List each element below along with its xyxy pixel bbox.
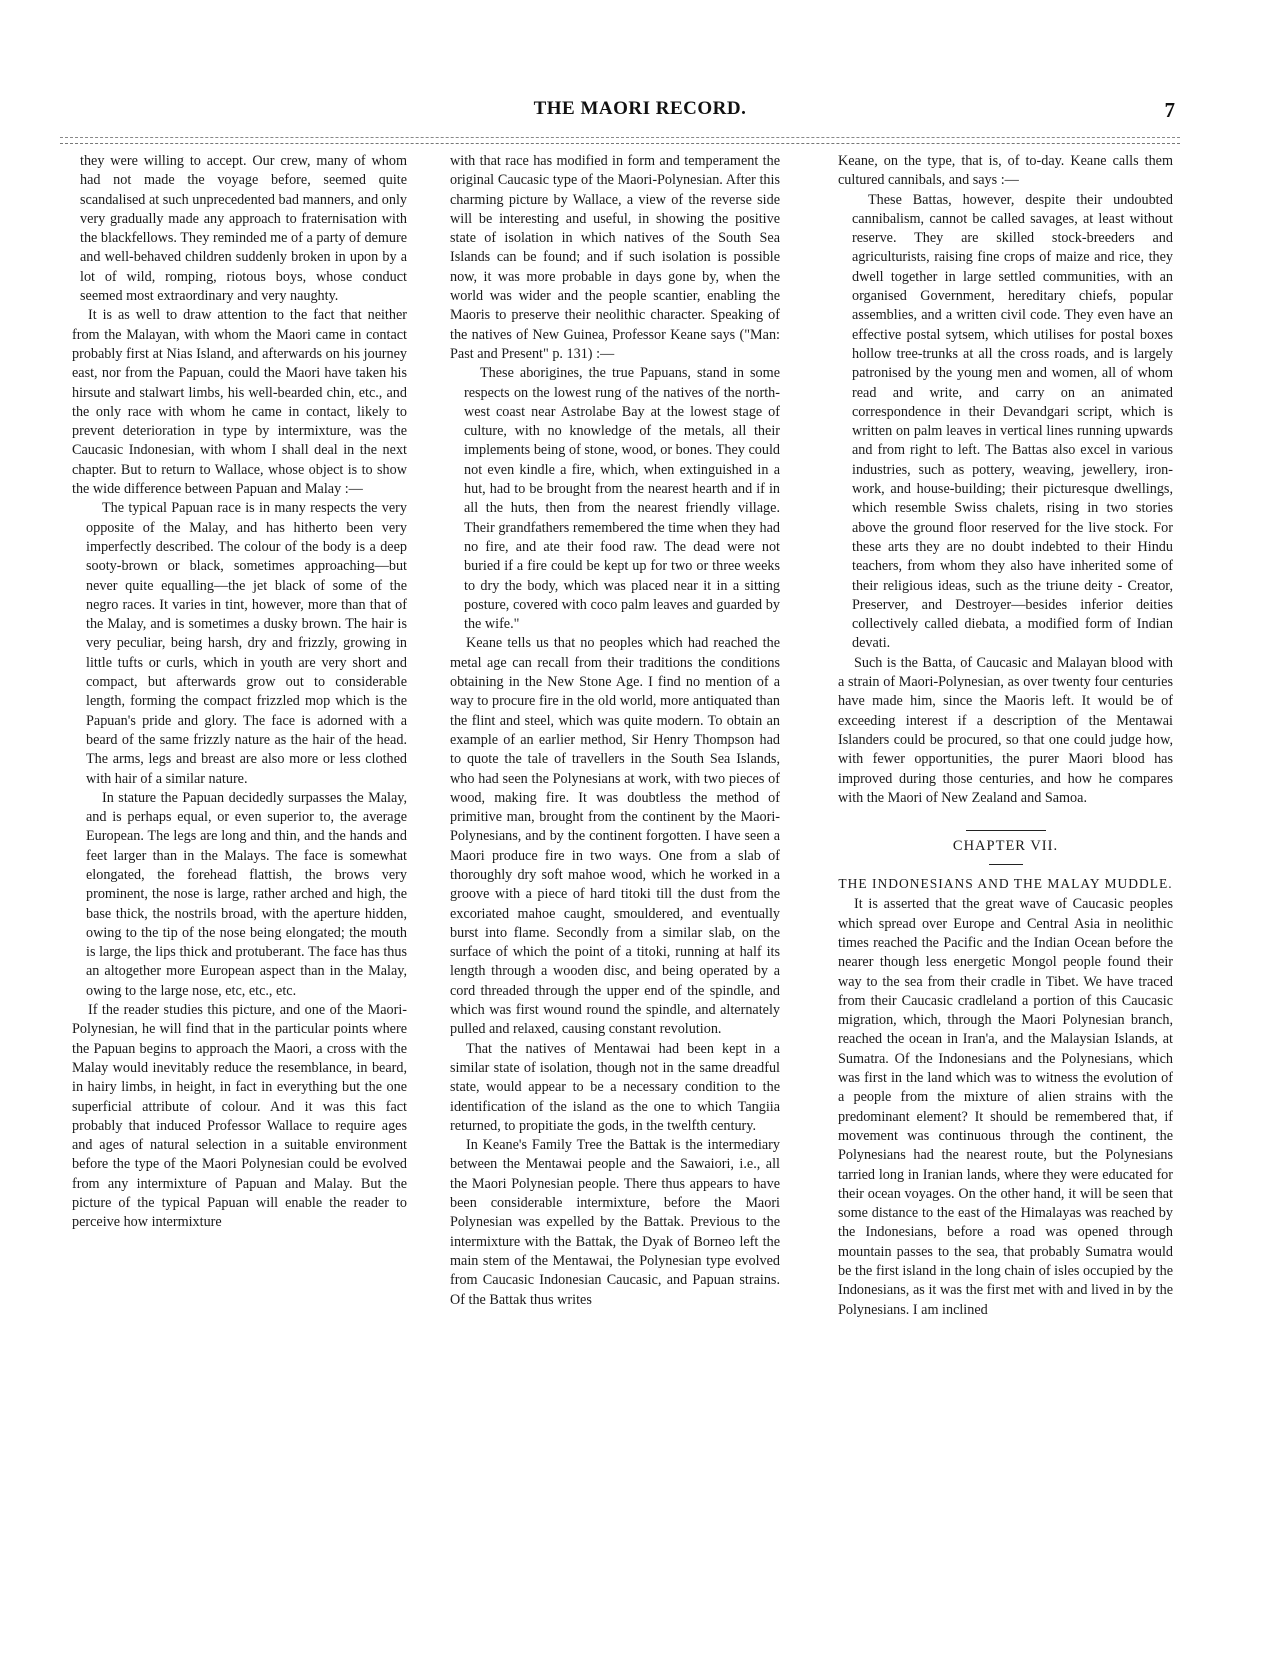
block-quote (86, 499, 407, 1001)
publication-title: THE MAORI RECORD. (533, 98, 747, 119)
paragraph: Keane, on the type, that is, of to-day. Keane calls them cultured cannibals, and says :— (838, 153, 1173, 189)
paragraph: It is asserted that the great wave of Caucasic peoples which spread over Europe and Central Asia in neolithic times reached the Pacific and the Indian Ocean before the nearer though less energetic Mongol people found their way to the sea from their cradle in Tibet. We have traced from their Caucasic cradleland a portion of this Caucasic migration, which, through the Maori Polynesian branch, reached the ocean in Iran'a, and the Malaysian Islands, at Sumatra. Of the Indonesians and the Polynesians, which was first in the land which was to witness the evolution of a people from the mixture of alien strains with the predominant element? It should be remembered that, if movement was continuous through the continent, the Polynesians had the nearest route, but the Polynesians tarried long in Iranian lands, where they were educated for their ocean voyages. On the other hand, it will be seen that some distance to the east of the Himalayas was reached by the Indonesians, before a road was opened through mountain passes to the sea, that probably Sumatra would be the first island in the long chain of isles occupied by the Indonesians, as it was the first met with and lived in by the Polynesians. I am inclined (838, 896, 1173, 1318)
chapter-number: CHAPTER VII. (952, 838, 1059, 855)
header-rule (60, 137, 1180, 144)
chapter-divider-short (989, 864, 1023, 865)
paragraph: That the natives of Mentawai had been kept in a similar state of isolation, though not in the same dreadful state, would appear to be a necessary condition to the identification of the island as the one to which Tangiia returned, to propitiate the gods, in the twelfth century. (450, 1040, 780, 1134)
quote-paragraph: In stature the Papuan decidedly surpasses the Malay, and is perhaps equal, or even superior to, the average European. The legs are long and thin, and the hands and feet larger than in the Malays. The face is somewhat elongated, the forehead flattish, the brows very prominent, the nose is large, rather arched and high, the base thick, the nostrils broad, with the aperture hidden, owing to the tip of the nose being elongated; the mouth is large, the lips thick and protuberant. The face has thus an altogether more European aspect than in the Malay, owing to the large nose, etc, etc., etc. (86, 789, 407, 999)
paragraph: It is as well to draw attention to the fact that neither from the Malayan, with whom the Maori came in contact probably first at Nias Island, and afterwards on his journey east, nor from the Papuan, could the Maori have taken his hirsute and stalwart limbs, his well-bearded chin, etc., and the only race with whom he came in contact, likely to prevent deterioration in type by intermixture, was the Caucasic Indonesian, with whom I shall deal in the next chapter. But to return to Wallace, whose object is to show the wide difference between Papuan and Malay :— (72, 307, 407, 498)
quote-paragraph: These Battas, however, despite their undoubted cannibalism, cannot be called savages, at least without reserve. They are skilled stock-breeders and agriculturists, raising fine crops of maize and rice, they dwell together in large settled communities, with an organised Government, hereditary chiefs, popular assemblies, and a written civil code. They even have an effective postal sytsem, which utilises for postal boxes hollow tree-trunks at all the cross roads, and is largely patronised by the young men and women, all of whom read and write, and carry on an animated correspondence in their Devandgari script, which is written on palm leaves in vertical lines running upwards and from right to left. The Battas also excel in various industries, such as pottery, weaving, jewellery, iron-work, and house-building; their picturesque dwellings, which resemble Swiss chalets, rising in two stories above the ground floor reserved for the live stock. For these arts they are no doubt indebted to their Hindu teachers, from whom they also have inherited some of their religious ideas, such as the triune deity - Creator, Preserver, and Destroyer—besides inferior deities collectively called diebata, a modified form of Indian devati. (852, 191, 1173, 652)
paragraph: Such is the Batta, of Caucasic and Malayan blood with a strain of Maori-Polynesian, as over twenty four centuries have made him, since the Maoris left. It would be of exceeding interest if a description of the Mentawai Islanders could be procured, so that one could judge how, with fewer opportunities, the purer Maori blood has improved during those centuries, and how he compares with the Maori of New Zealand and Samoa. (838, 654, 1173, 806)
block-quote (464, 364, 780, 634)
paragraph: If the reader studies this picture, and one of the Maori-Polynesian, he will find that in the particular points where the Papuan begins to approach the Maori, a cross with the Malay would inevitably reduce the resemblance, in beard, in hairy limbs, in height, in fact in everything but the one superficial attribute of colour. And it was this fact probably that induced Professor Wallace to require ages and ages of natural selection in a suitable environment before the type of the Maori Polynesian could be evolved from any intermixture of Papuan and Malay. But the picture of the typical Papuan will enable the reader to perceive how intermixture (72, 1002, 407, 1231)
paragraph: they were willing to accept. Our crew, many of whom had not made the voyage before, seemed quite scandalised at such unprecedented bad manners, and only very gradually made any approach to fraternisation with the blackfellows. They reminded me of a party of demure and well-behaved children suddenly broken in upon by a lot of wild, romping, riotous boys, whose conduct seemed most extraordinary and very naughty. (80, 153, 407, 305)
page-number: 7 (1164, 98, 1175, 122)
quote-paragraph: These aborigines, the true Papuans, stand in some respects on the lowest rung of the natives of the north-west coast near Astrolabe Bay at the lowest stage of culture, with no knowledge of the metals, all their implements being of stone, wood, or bones. They could not even kindle a fire, which, when extinguished in a hut, had to be brought from the nearest hearth and if in all the huts, then from the nearest friendly village. Their grandfathers remembered the time when they had no fire, and ate their food raw. The dead were not buried if a fire could be kept up for two or three weeks to dry the body, which was placed near it in a sitting posture, covered with coco palm leaves and guarded by the wife." (464, 365, 780, 633)
paragraph: Keane tells us that no peoples which had reached the metal age can recall from their traditions the conditions obtaining in the New Stone Age. I find no mention of a way to procure fire in the old world, more antiquated than the flint and steel, which was quite modern. To obtain an example of an earlier method, Sir Henry Thompson had to quote the tale of travellers in the South Sea Islands, who had seen the Polynesians at work, with two pieces of wood, making fire. It was doubtless the method of primitive man, brought from the continent by the Maori-Polynesians, and by the continent forgotten. I have seen a Maori produce fire in two ways. One from a slab of thoroughly dry soft mahoe wood, which he worked in a groove with a piece of hard titoki till the dust from the excoriated mahoe caught, smouldered, and eventually burst into flame. Secondly from a similar slab, on the surface of which the point of a titoki, running at half its length through a wooden disc, and being operated by a cord threaded through the upper end of the spindle, and which was first wound round the spindle, and alternately pulled and relaxed, causing constant revolution. (450, 635, 780, 1038)
masthead (0, 98, 1280, 128)
chapter-divider (966, 830, 1046, 831)
block-quote (852, 191, 1173, 654)
column-middle (450, 152, 780, 1310)
chapter-title: THE INDONESIANS AND THE MALAY MUDDLE. (838, 876, 1173, 892)
paragraph: In Keane's Family Tree the Battak is the intermediary between the Mentawai people and the Sawaiori, i.e., all the Maori Polynesian people. There thus appears to have been considerable intermixture, before the Maori Polynesian was expelled by the Battak. Previous to the intermixture with the Battak, the Dyak of Borneo left the main stem of the Mentawai, the Polynesian type evolved from Caucasic Indonesian Caucasic, and Papuan strains. Of the Battak thus writes (450, 1137, 780, 1308)
quote-paragraph: The typical Papuan race is in many respects the very opposite of the Malay, and has hitherto been very imperfectly described. The colour of the body is a deep sooty-brown or black, sometimes approaching—but never quite equalling—the jet black of some of the negro races. It varies in tint, however, more than that of the Malay, and is sometimes a dusky brown. The hair is very peculiar, being harsh, dry and frizzly, growing in little tufts or curls, which in youth are very short and compact, but afterwards grow out to considerable length, forming the compact frizzled mop which is the Papuan's pride and glory. The face is adorned with a beard of the same frizzly nature as the hair of the head. The arms, legs and breast are also more or less clothed with hair of a similar nature. (86, 500, 407, 787)
column-right (838, 152, 1173, 1320)
column-left (72, 152, 407, 1233)
paragraph: with that race has modified in form and temperament the original Caucasic type of the Maori-Polynesian. After this charming picture by Wallace, a view of the reverse side will be interesting and useful, in showing the positive state of isolation in which natives of the South Sea Islands can be found; and if such isolation is possible now, it was more probable in days gone by, when the world was wider and the people scantier, enabling the Maoris to preserve their neolithic character. Speaking of the natives of New Guinea, Professor Keane says ("Man: Past and Present" p. 131) :— (450, 153, 780, 362)
